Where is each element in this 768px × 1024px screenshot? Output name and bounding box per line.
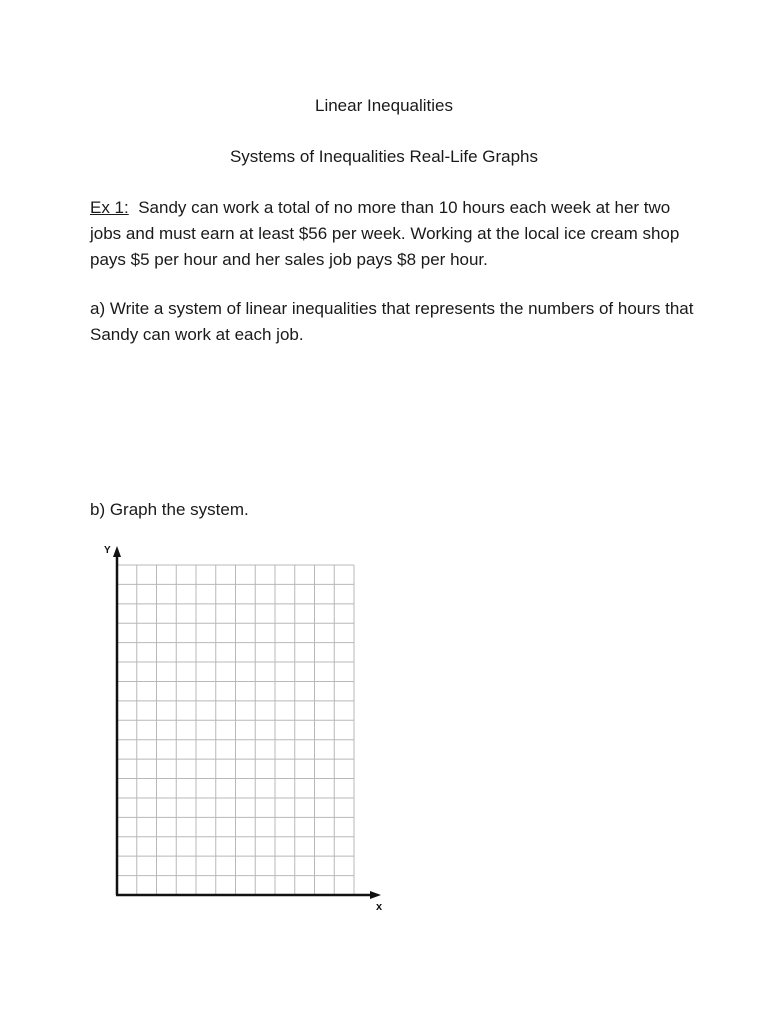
x-axis-label: x — [376, 901, 383, 913]
blank-graph-grid — [96, 537, 396, 917]
y-axis-label: Y — [104, 545, 111, 556]
question-a: a) Write a system of linear inequalities that represents the numbers of hours that Sandy can work at each job. — [90, 299, 694, 344]
grid-lines — [117, 565, 354, 895]
example-text: Sandy can work a total of no more than 10 hours each week at her two jobs and must earn at least $56 per week. Working at the local ice cream shop pays $5 per hour and her sales job pays $8 per hour. — [90, 198, 680, 269]
worksheet-title: Linear Inequalities — [315, 96, 453, 115]
y-axis-arrow-icon — [113, 546, 121, 557]
question-b: b) Graph the system. — [90, 500, 249, 519]
worksheet-subtitle: Systems of Inequalities Real-Life Graphs — [229, 147, 539, 166]
x-axis-arrow-icon — [370, 891, 381, 899]
example-1-problem — [90, 195, 700, 273]
example-label: Ex 1: — [90, 198, 129, 217]
